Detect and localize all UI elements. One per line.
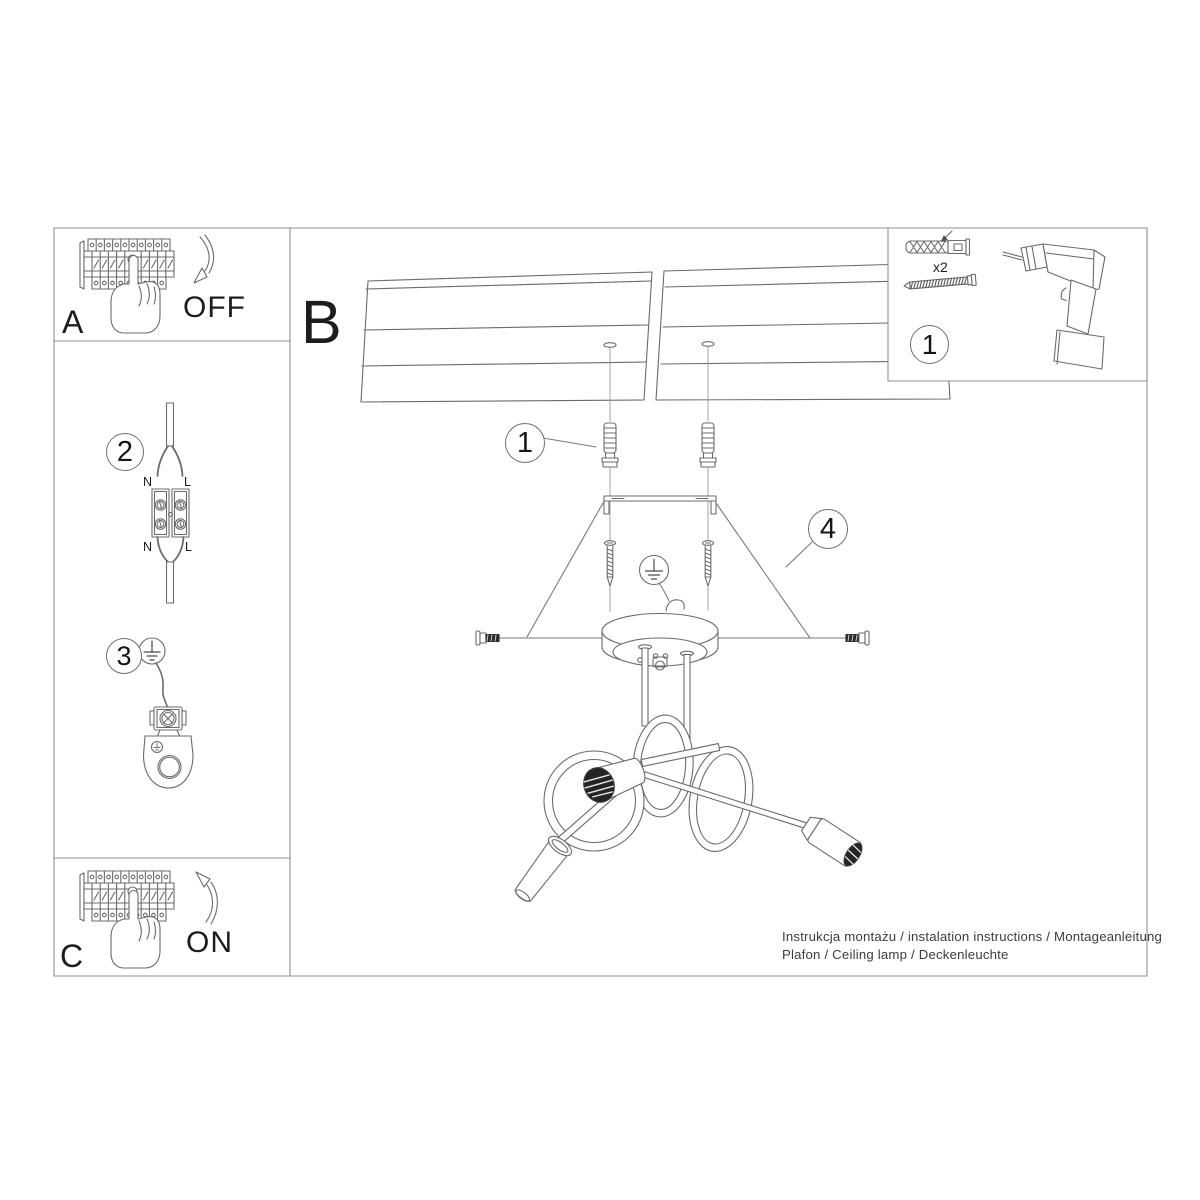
- earth-symbol-callout: [640, 556, 685, 612]
- section-b-label: B: [301, 288, 342, 356]
- callout-1-leader: [543, 438, 596, 447]
- earth-symbol-icon: [139, 638, 165, 664]
- ground-wire: [156, 663, 167, 706]
- terminal-label-n-bottom: N: [143, 540, 153, 554]
- screw: [605, 541, 616, 586]
- arrow-up-icon: [196, 872, 217, 924]
- downrod: [642, 648, 648, 726]
- terminal-block-diagram: [152, 403, 189, 603]
- screw: [703, 541, 714, 586]
- callout-screws-number: 1: [516, 426, 534, 459]
- wall-plug: [700, 423, 716, 467]
- callout-screws: [505, 423, 545, 463]
- ceiling-planks: [361, 263, 950, 402]
- callout-mounting: [808, 509, 848, 549]
- callout-tools: [910, 325, 949, 364]
- callout-wiring-number: 2: [116, 435, 134, 468]
- callout-4-leader: [786, 542, 812, 567]
- callout-wiring: [106, 433, 144, 471]
- footer-product-multilang: Plafon / Ceiling lamp / Deckenleuchte: [782, 947, 1009, 962]
- wall-plug: [602, 423, 618, 467]
- panel-a-state-off: OFF: [183, 291, 246, 324]
- quantity-label: x2: [933, 259, 948, 275]
- lamp-socket-bottom: [510, 833, 575, 907]
- callout-mounting-number: 4: [819, 512, 837, 545]
- panel-c-label: C: [60, 938, 84, 974]
- terminal-label-l-top: L: [184, 475, 191, 489]
- cable-bottom: [167, 562, 174, 603]
- wall-plugs: [602, 423, 716, 467]
- side-screw-left: [476, 631, 499, 645]
- ground-bracket: [144, 736, 194, 788]
- panel-c-state-on: ON: [186, 926, 233, 959]
- ground-clamp: [150, 707, 186, 730]
- terminal-label-l-bottom: L: [185, 540, 192, 554]
- ceiling-hole: [604, 343, 616, 348]
- terminal-label-n-top: N: [143, 475, 153, 489]
- mounting-bracket: [604, 496, 716, 514]
- arrow-down-icon: [194, 235, 214, 283]
- lamp-body: [510, 648, 866, 906]
- callout-tools-number: 1: [921, 328, 938, 360]
- cable-top: [167, 403, 174, 446]
- side-screw-right: [846, 631, 869, 645]
- callout-ground: [106, 638, 142, 674]
- lamp-socket-right: [798, 812, 866, 870]
- ceiling-hole: [702, 342, 714, 347]
- ground-connection-diagram: [139, 638, 193, 788]
- callout-ground-number: 3: [116, 640, 132, 671]
- earth-wire-hook: [666, 600, 684, 611]
- panel-a-label: A: [62, 304, 84, 340]
- canopy: [602, 614, 718, 671]
- footer-title-multilang: Instrukcja montażu / instalation instructions / Montageanleitung: [782, 929, 1163, 944]
